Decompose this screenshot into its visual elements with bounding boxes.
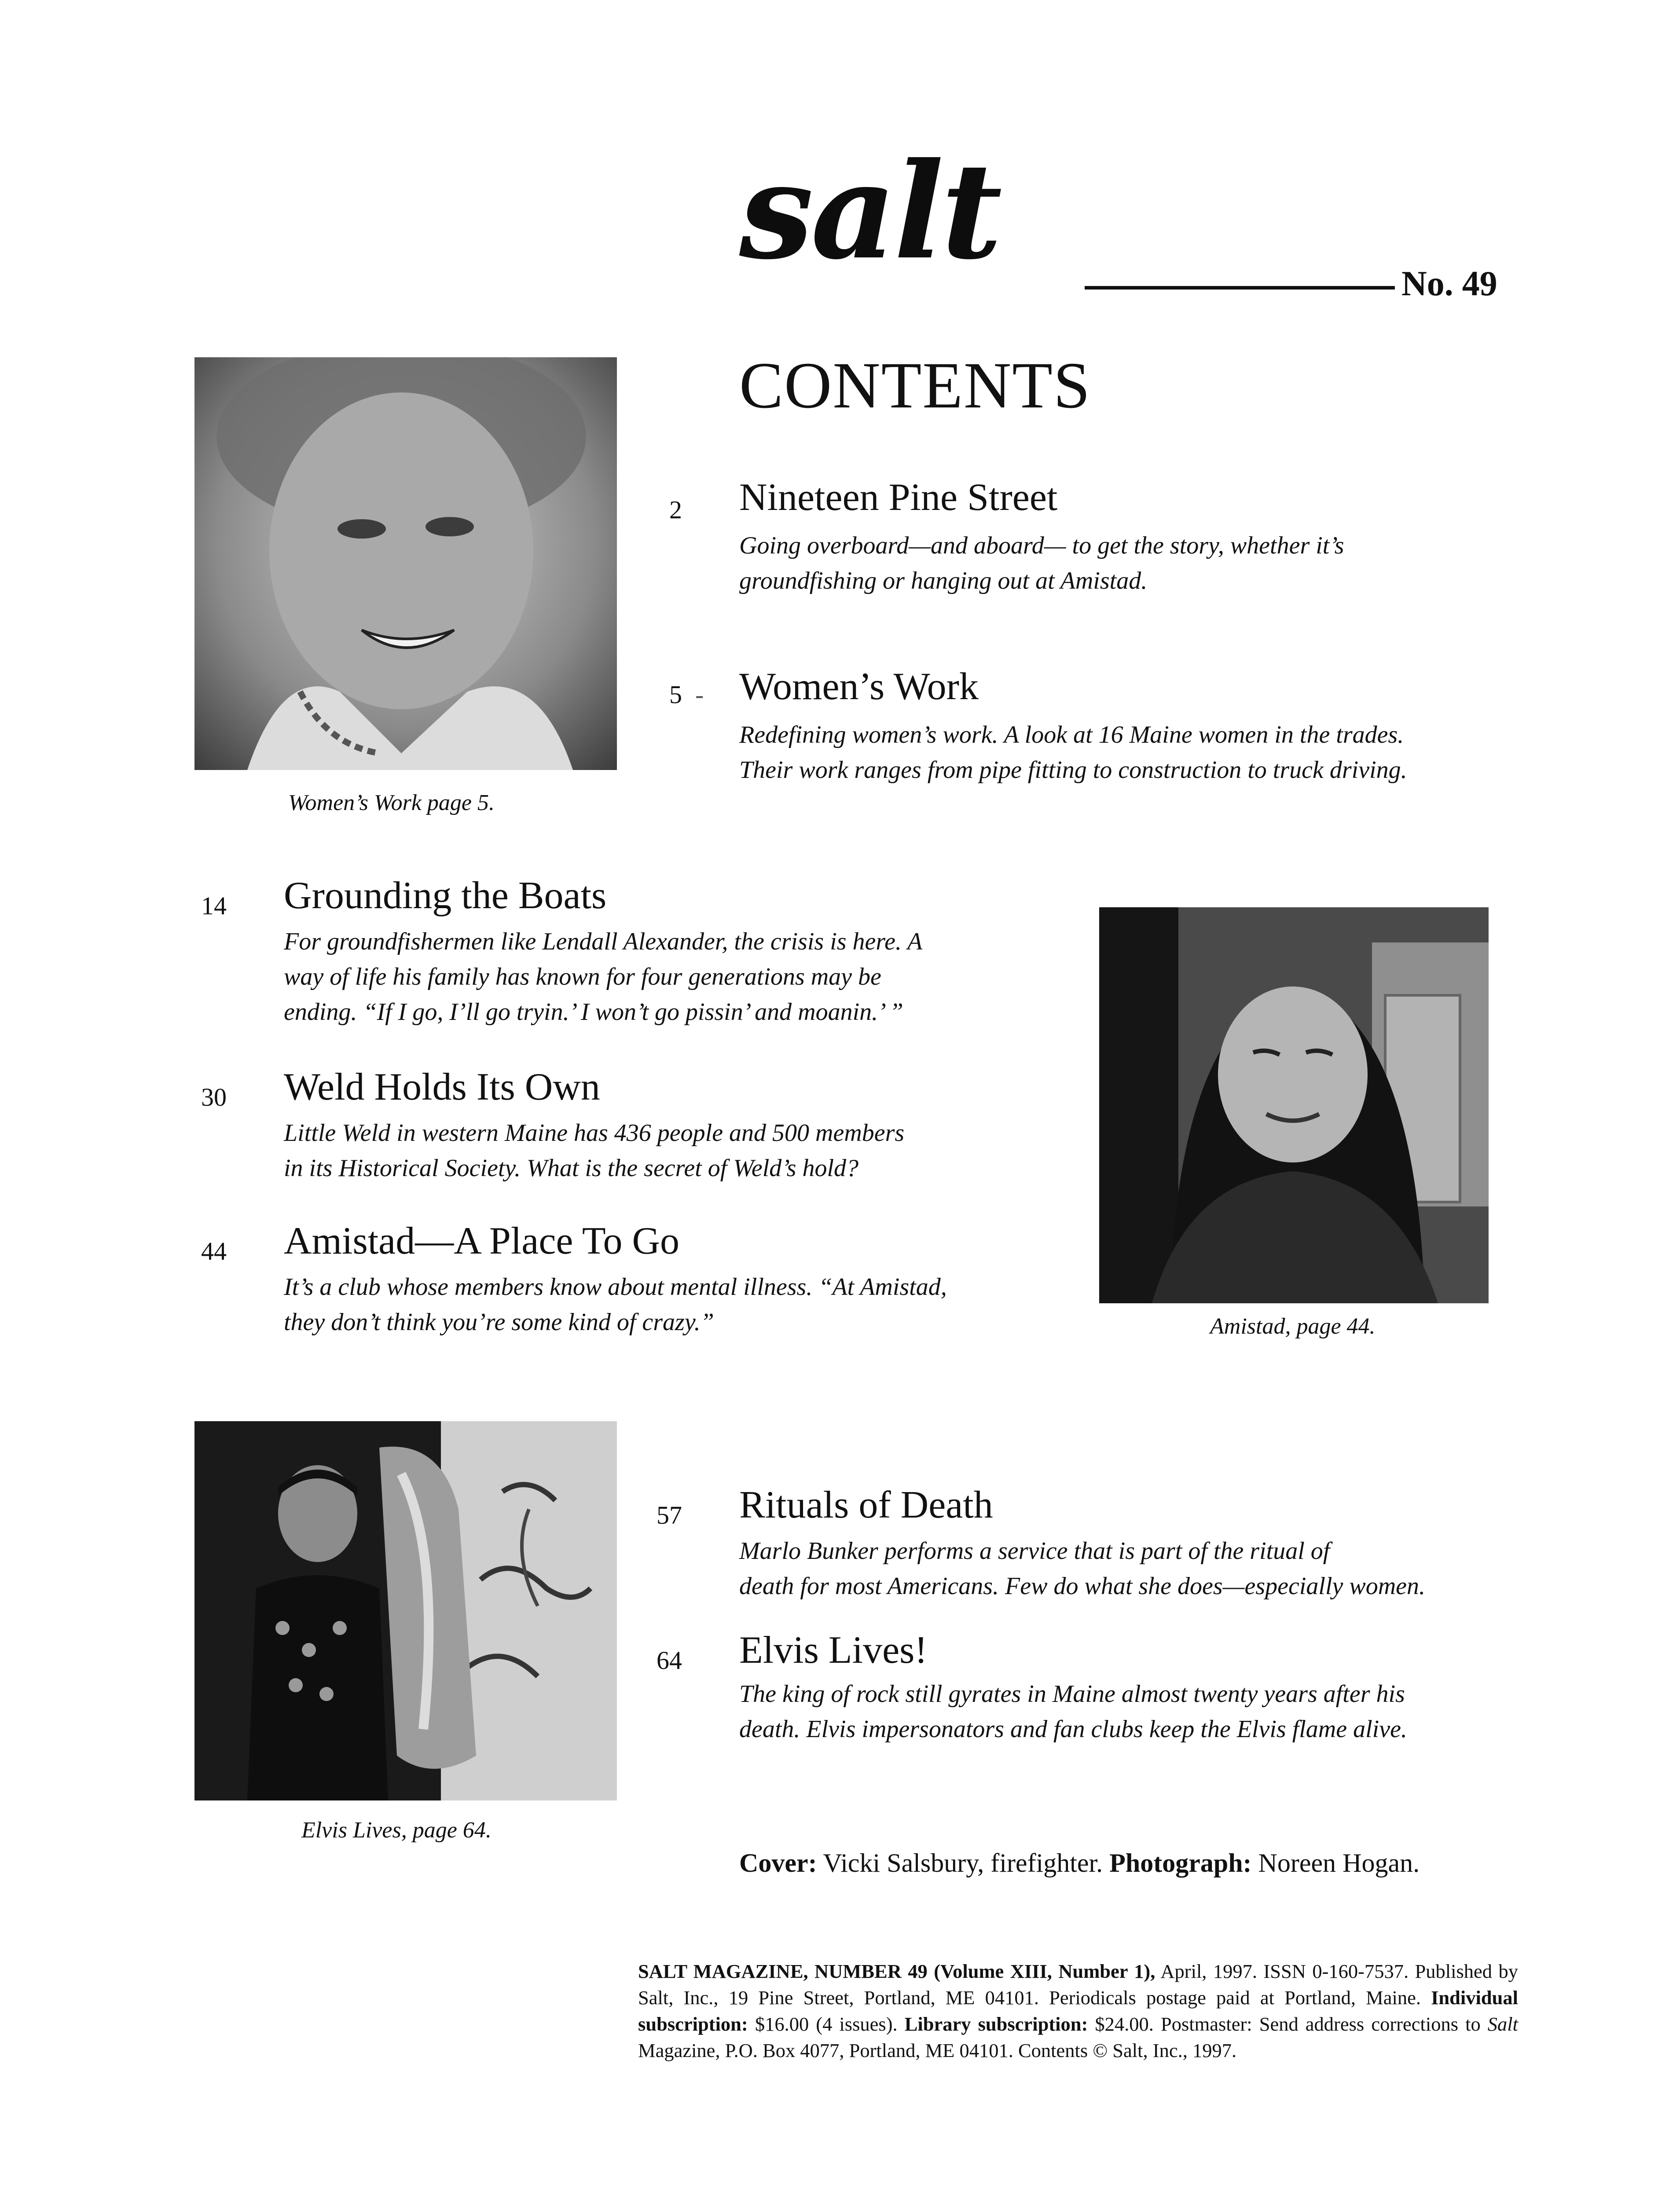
entry-description-line: Their work ranges from pipe fitting to construction to truck driving. [739, 756, 1407, 784]
issue-number: No. 49 [1401, 264, 1497, 303]
publication-masthead: SALT MAGAZINE, NUMBER 49 (Volume XIII, Number 1), [638, 1960, 1155, 1982]
elvis-photo-graphic [194, 1421, 617, 1800]
elvis-photo [194, 1421, 617, 1800]
publication-text: April, 1997. ISSN 0-160-7537. Published by Salt, Inc., 19 Pine Street, Portland, ME 04101. Periodicals postage paid at Portland, Maine. [638, 1960, 1518, 2009]
entry-title: Weld Holds Its Own [284, 1066, 600, 1108]
contents-heading: CONTENTS [739, 349, 1091, 422]
publication-salt-italic: Salt [1487, 2013, 1518, 2035]
entry-description-line: they don’t think you’re some kind of crazy.” [284, 1309, 714, 1336]
entry-page-number: 57 [657, 1501, 682, 1529]
entry-description-line: For groundfishermen like Lendall Alexander, the crisis is here. A [284, 928, 923, 955]
entry-title: Elvis Lives! [739, 1629, 928, 1672]
entry-description-line: way of life his family has known for four generations may be [284, 963, 881, 990]
entry-title: Rituals of Death [739, 1484, 993, 1526]
amistad-photo-graphic [1099, 907, 1489, 1303]
entry-page-number: 2 [669, 495, 682, 524]
entry-page-number: 5 [669, 680, 682, 709]
entry-description [284, 1115, 904, 1186]
amistad-caption: Amistad, page 44. [1210, 1314, 1376, 1339]
entry-page-number: 44 [201, 1237, 227, 1265]
entry-description-line: Going overboard—and aboard— to get the story, whether it’s [739, 532, 1344, 559]
entry-description-line: ending. “If I go, I’ll go tryin.’ I won’t go pissin’ and moanin.’ ” [284, 998, 903, 1026]
elvis-caption: Elvis Lives, page 64. [301, 1818, 492, 1843]
entry-description-line: Redefining women’s work. A look at 16 Maine women in the trades. [739, 721, 1404, 748]
entry-description-line: in its Historical Society. What is the secret of Weld’s hold? [284, 1155, 859, 1182]
publication-text: $24.00. Postmaster: Send address corrections to [1088, 2013, 1488, 2035]
entry-description [739, 1676, 1407, 1747]
entry-description [739, 1533, 1425, 1604]
entry-dash: - [695, 680, 704, 709]
entry-description-line: groundfishing or hanging out at Amistad. [739, 567, 1148, 594]
logo-rule [1085, 286, 1395, 290]
entry-description [284, 1269, 947, 1340]
publication-info [638, 1958, 1518, 2064]
entry-description-line: death. Elvis impersonators and fan clubs keep the Elvis flame alive. [739, 1716, 1407, 1743]
entry-title: Grounding the Boats [284, 874, 607, 917]
entry-title: Nineteen Pine Street [739, 476, 1058, 519]
salt-logo: salt [739, 133, 1000, 289]
cover-credit [739, 1848, 1420, 1878]
womens-work-photo-graphic [194, 357, 617, 770]
womens-work-photo [194, 357, 617, 770]
cover-label: Cover: [739, 1848, 817, 1877]
publication-text: Magazine, P.O. Box 4077, Portland, ME 04101. Contents © Salt, Inc., 1997. [638, 2039, 1237, 2061]
entry-page-number: 14 [201, 891, 227, 920]
cover-text: Vicki Salsbury, firefighter. [823, 1848, 1103, 1877]
photograph-text: Noreen Hogan. [1258, 1848, 1420, 1877]
library-subscription-label: Library subscription: [904, 2013, 1088, 2035]
publication-text: $16.00 (4 issues). [748, 2013, 905, 2035]
entry-title: Amistad—A Place To Go [284, 1220, 680, 1262]
entry-description [739, 717, 1407, 788]
entry-description-line: It’s a club whose members know about mental illness. “At Amistad, [284, 1273, 947, 1301]
entry-title: Women’s Work [739, 665, 979, 708]
entry-description-line: The king of rock still gyrates in Maine almost twenty years after his [739, 1680, 1405, 1708]
entry-description [284, 924, 922, 1030]
entry-description-line: death for most Americans. Few do what she does—especially women. [739, 1573, 1426, 1600]
individual-subscription-label: Individual subscription: [638, 1987, 1518, 2035]
photograph-label: Photograph: [1109, 1848, 1252, 1877]
entry-description-line: Marlo Bunker performs a service that is part of the ritual of [739, 1537, 1330, 1565]
entry-description [739, 528, 1344, 598]
womens-work-caption: Women’s Work page 5. [288, 790, 495, 815]
entry-description-line: Little Weld in western Maine has 436 people and 500 members [284, 1119, 905, 1147]
amistad-photo [1099, 907, 1489, 1303]
entry-page-number: 30 [201, 1083, 227, 1111]
entry-page-number: 64 [657, 1646, 682, 1675]
